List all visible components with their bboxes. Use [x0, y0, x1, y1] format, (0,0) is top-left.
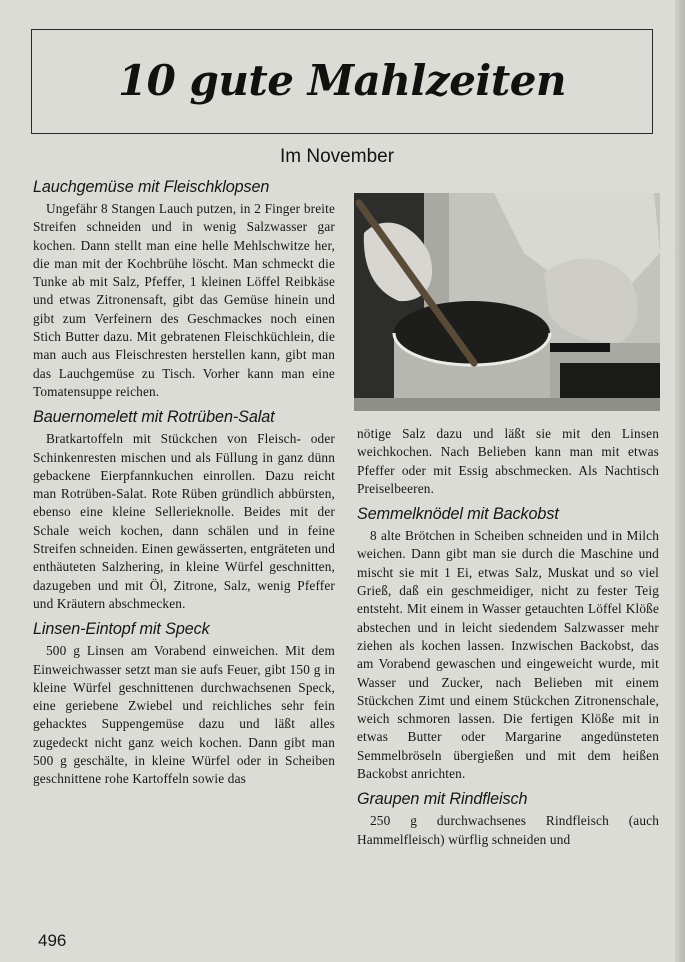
left-column	[33, 176, 335, 794]
right-column	[357, 425, 659, 854]
recipe-title: Graupen mit Rindfleisch	[357, 790, 528, 809]
recipe-text: 250 g durchwachsenes Rindfleisch (auch Hammelfleisch) würflig schneiden und	[357, 813, 659, 847]
recipe-text: Ungefähr 8 Stangen Lauch putzen, in 2 Finger breite Streifen schneiden und in wenig Salzwasser gar kochen. Dann stellt man eine helle Mehlschwitze her, die man mit der Kochbrühe löscht. Man schmeckt die Tunke ab mit Salz, Pfeffer, 1 kleinen Löffel Reibkäse und etwas Zitronensaft, gibt das Gemüse hinein und gibt zum Verfeinern des Geschmackes noch einen Stich Butter dazu. Mit gebratenen Fleischküchlein, die man auch aus Fleischresten herstellen kann, gibt man das Lauchgemüse zu Tisch. Vorher kann man eine Tomatensuppe reichen.	[33, 201, 335, 399]
masthead-box	[31, 29, 653, 134]
page-number: 496	[38, 931, 67, 950]
recipe-text-continued: nötige Salz dazu und läßt sie mit den Linsen weichkochen. Nach Belieben kann man mit etwas Pfeffer oder mit Essig abschmecken. Als Nachtisch Preiselbeeren.	[357, 426, 659, 496]
page-edge	[675, 0, 685, 962]
cooking-photo	[354, 193, 660, 411]
masthead-title: 10 gute Mahlzeiten	[117, 56, 567, 105]
section-heading: Im November	[280, 146, 395, 167]
recipe-title: Bauernomelett mit Rotrüben-Salat	[33, 408, 275, 427]
recipe-title: Semmelknödel mit Backobst	[357, 505, 559, 524]
recipe-title: Lauchgemüse mit Fleischklopsen	[33, 178, 270, 196]
recipe-text: 500 g Linsen am Vorabend einweichen. Mit dem Einweichwasser setzt man sie aufs Feuer, gibt 150 g in kleine Würfel geschnittenen durchwachsenen Speck, eine geriebene Zwiebel und reichliches sehr fein gehacktes Suppengemüse dazu und läßt alles zugedeckt nicht ganz weich kochen. Dann gibt man 500 g geschälte, in kleine Würfel oder in Scheiben geschnittene rohe Kartoffeln sowie das	[33, 643, 335, 787]
recipe-title: Linsen-Eintopf mit Speck	[33, 620, 210, 639]
recipe-text: Bratkartoffeln mit Stückchen von Fleisch- oder Schinkenresten mischen und als Füllung in ganz dünn gebackene Eierpfannkuchen einrollen. Dazu reicht man Rotrüben-Salat. Rote Rüben gründlich abbürsten, ebenso eine kleine Sellerieknolle. Beides mit der Schale weich kochen, dann schälen und in feine Streifen schneiden. Einen gewässerten, entgräteten und enthäuteten Salzhering, in kleine Würfel geschnitten, dazugeben und mit Öl, Zitrone, Salz, wenig Pfeffer und Kräutern abschmecken.	[33, 431, 335, 611]
recipe-text: 8 alte Brötchen in Scheiben schneiden und in Milch weichen. Dann gibt man sie durch die Maschine und mischt sie mit 1 Ei, etwas Salz, Muskat und so viel Grieß, daß ein geschmeidiger, nicht zu fester Teig entsteht. Mit einem in Wasser getauchten Löffel Klöße abstechen und in leicht siedendem Salzwasser mehr ziehen als kochen lassen. Inzwischen Backobst, das am Vorabend gewaschen und eingeweicht wurde, mit Wasser und Zucker, nach Belieben mit einem Stückchen Zimt und einem Stückchen Zitronenschale, weich schmoren lassen. Die fertigen Klöße mit in etwas Butter oder Margarine angedünsteten Semmelbröseln übergießen und mit dem heißen Backobst anrichten.	[357, 528, 659, 782]
